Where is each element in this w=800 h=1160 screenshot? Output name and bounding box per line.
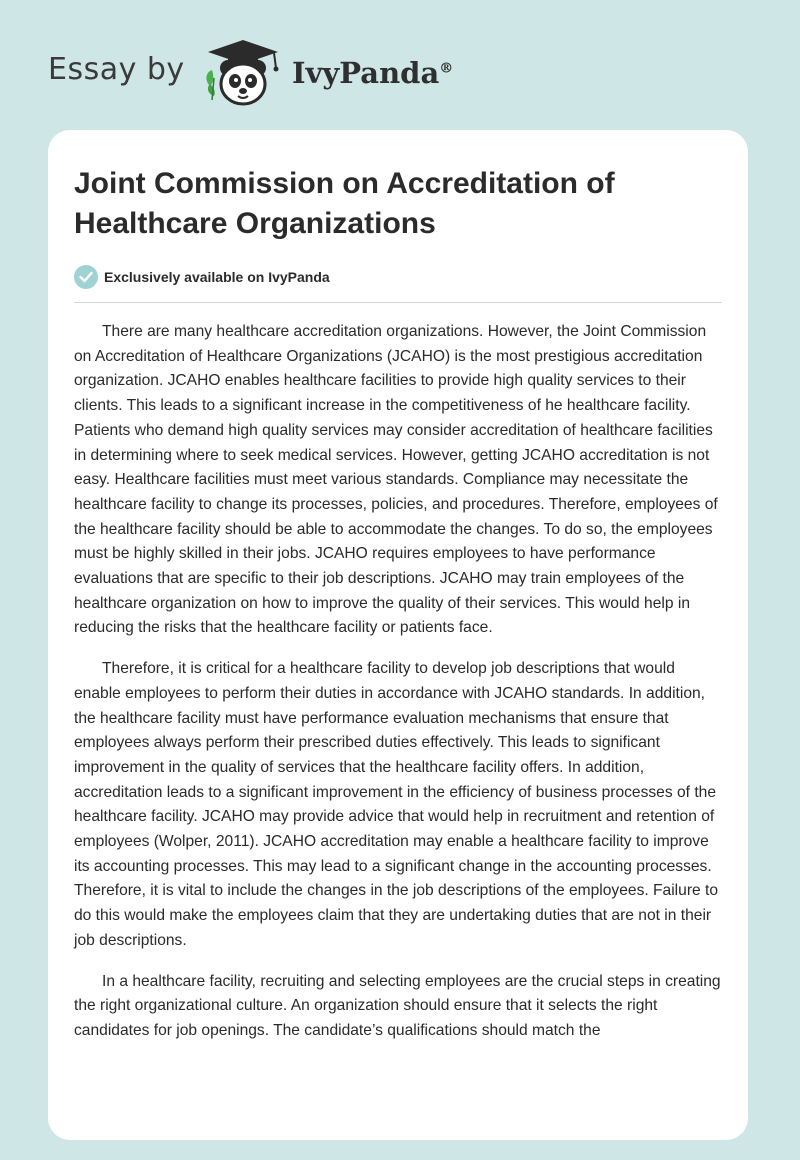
brand-name-text: IvyPanda — [292, 56, 440, 90]
essay-paragraph: In a healthcare facility, recruiting and selecting employees are the crucial steps in creating the right organizational culture. An organization should ensure that it selects the right candidates for job openings. The candidate’s qualifications should match the — [74, 972, 721, 1039]
essay-body — [74, 320, 726, 1060]
essay-card — [48, 130, 748, 1140]
essay-title: Joint Commission on Accreditation of Healthcare Organizations — [74, 167, 615, 240]
exclusive-badge — [74, 264, 330, 290]
registered-mark: ® — [439, 60, 454, 77]
brand-name[interactable] — [292, 56, 453, 90]
site-header — [0, 0, 800, 130]
essay-paragraph: Therefore, it is critical for a healthcare facility to develop job descriptions that would enable employees to perform their duties in accordance with JCAHO standards. In addition, the healthcare facility must have performance evaluation mechanisms that ensure that employees always perform their prescribed duties effectively. This leads to significant improvement in the quality of services that the healthcare facility offers. In addition, accreditation leads to a significant improvement in the efficiency of business processes of the healthcare facility. JCAHO may provide advice that would help in recruitment and retention of employees (Wolper, 2011). JCAHO accreditation may enable a healthcare facility to improve its accounting processes. This may lead to a significant change in the accounting processes. Therefore, it is vital to include the changes in the job descriptions of the employees. Failure to do this would make the employees claim that they are undertaking duties that are not in their job descriptions. — [74, 660, 719, 949]
check-circle-icon — [74, 265, 98, 289]
divider — [74, 302, 722, 303]
panda-graduate-icon[interactable] — [198, 38, 288, 108]
brand-prefix: Essay by — [48, 52, 185, 87]
exclusive-badge-text: Exclusively available on IvyPanda — [104, 269, 330, 285]
essay-paragraph: There are many healthcare accreditation organizations. However, the Joint Commission on Accreditation of Healthcare Organizations (JCAHO) is the most prestigious accreditation organization. JCAHO enables healthcare facilities to provide high quality services to their clients. This leads to a significant increase in the competitiveness of he healthcare facility. Patients who demand high quality services may consider accreditation of healthcare facilities in determining where to seek medical services. However, getting JCAHO accreditation is not easy. Healthcare facilities must meet various standards. Compliance may necessitate the healthcare facility to change its processes, policies, and procedures. Therefore, employees of the healthcare facility should be able to accommodate the changes. To do so, the employees must be highly skilled in their jobs. JCAHO requires employees to have performance evaluations that are specific to their job descriptions. JCAHO may train employees of the healthcare organization on how to improve the quality of their services. This would help in reducing the risks that the healthcare facility or patients face. — [74, 323, 718, 637]
